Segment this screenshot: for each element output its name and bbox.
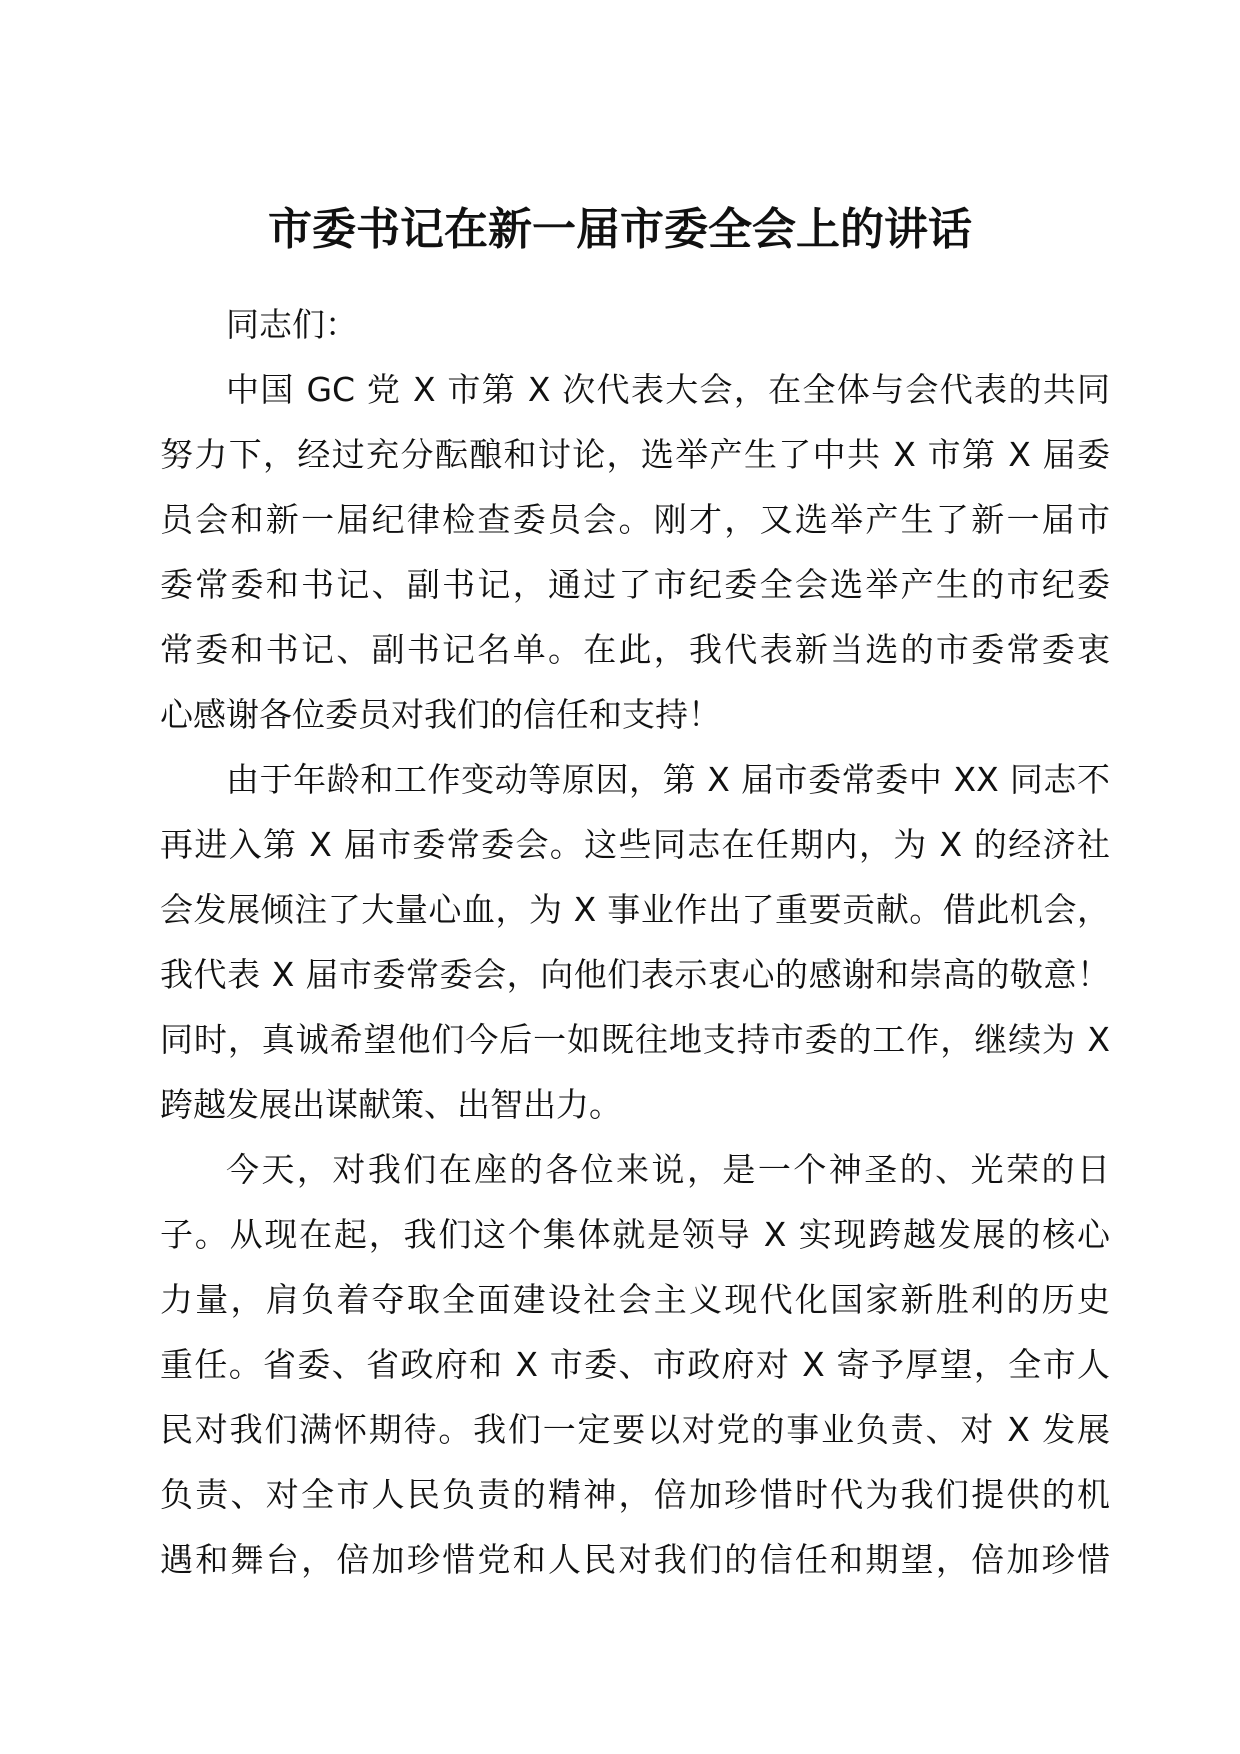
document-body (160, 292, 1110, 1592)
text-line: 委常委和书记、副书记，通过了市纪委全会选举产生的市纪委 (160, 565, 1110, 604)
text-line: 遇和舞台，倍加珍惜党和人民对我们的信任和期望，倍加珍惜 (160, 1540, 1110, 1579)
document-title: 市委书记在新一届市委全会上的讲话 (268, 204, 972, 255)
text-line: 民对我们满怀期待。我们一定要以对党的事业负责、对 X 发展 (160, 1410, 1110, 1449)
text-line: 负责、对全市人民负责的精神，倍加珍惜时代为我们提供的机 (160, 1475, 1110, 1514)
text-line: 中国 GC 党 X 市第 X 次代表大会，在全体与会代表的共同 (226, 370, 1110, 409)
text-line: 力量，肩负着夺取全面建设社会主义现代化国家新胜利的历史 (160, 1280, 1110, 1319)
text-line: 今天，对我们在座的各位来说，是一个神圣的、光荣的日 (226, 1150, 1110, 1189)
text-line: 同志们： (226, 305, 358, 344)
text-line: 努力下，经过充分酝酿和讨论，选举产生了中共 X 市第 X 届委 (160, 435, 1110, 474)
text-line: 员会和新一届纪律检查委员会。刚才，又选举产生了新一届市 (160, 500, 1110, 539)
text-line: 同时，真诚希望他们今后一如既往地支持市委的工作，继续为 X (160, 1020, 1110, 1059)
text-line: 心感谢各位委员对我们的信任和支持！ (160, 695, 721, 734)
text-line: 再进入第 X 届市委常委会。这些同志在任期内，为 X 的经济社 (160, 825, 1110, 864)
text-line: 重任。省委、省政府和 X 市委、市政府对 X 寄予厚望，全市人 (160, 1345, 1110, 1384)
text-line: 跨越发展出谋献策、出智出力。 (160, 1085, 622, 1124)
text-line: 子。从现在起，我们这个集体就是领导 X 实现跨越发展的核心 (160, 1215, 1110, 1254)
text-line: 会发展倾注了大量心血，为 X 事业作出了重要贡献。借此机会， (160, 890, 1110, 929)
text-line: 常委和书记、副书记名单。在此，我代表新当选的市委常委衷 (160, 630, 1110, 669)
text-line: 由于年龄和工作变动等原因，第 X 届市委常委中 XX 同志不 (226, 760, 1110, 799)
text-line: 我代表 X 届市委常委会，向他们表示衷心的感谢和崇高的敬意！ (160, 955, 1110, 994)
